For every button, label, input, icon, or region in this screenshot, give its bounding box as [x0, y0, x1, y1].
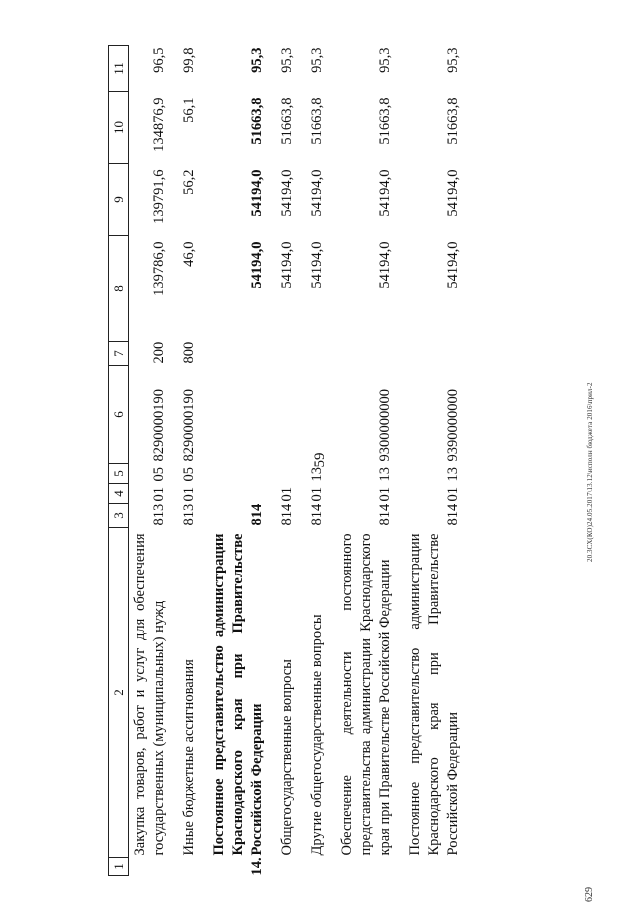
executed-amount-cell: 51663,8: [279, 97, 295, 145]
row-name-cell: Постоянное представительство администрации Краснодарского края при Правительстве Российской Федерации: [211, 533, 265, 856]
execution-percent-cell: 95,3: [377, 47, 393, 73]
target-article-cell: 9300000000: [377, 389, 393, 462]
expense-type-cell: [404, 342, 472, 366]
execution-percent-cell: 95,3: [309, 47, 325, 73]
section-code-cell: 01: [377, 487, 393, 502]
section-code-cell: 01: [181, 487, 197, 502]
row-name-cell: Другие общегосударственные вопросы: [309, 614, 325, 856]
executed-amount-cell: 51663,8: [309, 97, 325, 145]
section-code-cell: 01: [309, 487, 325, 502]
header-col-6: 6: [109, 366, 129, 464]
execution-percent-cell: 95,3: [249, 47, 265, 73]
subsection-code-cell: 13: [445, 467, 461, 482]
header-col-8: 8: [109, 236, 129, 342]
execution-percent-cell: 95,3: [279, 47, 295, 73]
expense-type-cell: 800: [181, 341, 197, 364]
grbs-code-cell: 814: [249, 503, 265, 526]
header-col-10: 10: [109, 92, 129, 164]
table-row: [404, 46, 472, 876]
table-row: [276, 46, 306, 876]
row-index-cell: [336, 858, 404, 876]
expense-type-cell: 200: [151, 341, 167, 364]
grbs-code-cell: 814: [377, 503, 393, 526]
approved-amount-cell: 54194,0: [309, 241, 325, 289]
target-article-cell: [276, 366, 306, 464]
row-name-cell: Общегосударственные вопросы: [279, 659, 295, 856]
row-name-cell: Постоянное представительство администрации Краснодарского края при Правительстве Российской Федерации: [407, 533, 461, 856]
refined-amount-cell: 54194,0: [249, 169, 265, 217]
approved-amount-cell: 139786,0: [151, 241, 167, 296]
execution-percent-cell: 99,8: [181, 47, 197, 73]
target-article-cell: [208, 366, 276, 464]
row-name-cell: Закупка товаров, работ и услуг для обеспечения государственных (муниципальных) нужд: [132, 533, 167, 856]
target-article-cell: 9390000000: [445, 389, 461, 462]
refined-amount-cell: 54194,0: [279, 169, 295, 217]
refined-amount-cell: 54194,0: [377, 169, 393, 217]
column-number-header-row: [109, 46, 129, 876]
refined-amount-cell: 54194,0: [445, 169, 461, 217]
row-index-cell: [178, 858, 208, 876]
approved-amount-cell: 54194,0: [377, 241, 393, 289]
page-number: 59: [312, 452, 328, 468]
subsection-code-cell: 13: [377, 467, 393, 482]
header-col-9: 9: [109, 164, 129, 236]
corner-page-mark: 629: [584, 887, 595, 902]
executed-amount-cell: 51663,8: [249, 97, 265, 145]
table-row: [208, 46, 276, 876]
executed-amount-cell: 56,1: [181, 97, 197, 123]
header-col-1: 1: [109, 858, 129, 876]
approved-amount-cell: 54194,0: [279, 241, 295, 289]
row-index-cell: [276, 858, 306, 876]
subsection-code-cell: [276, 464, 306, 484]
grbs-code-cell: 813: [151, 503, 167, 526]
section-code-cell: 01: [151, 487, 167, 502]
section-code-cell: [208, 484, 276, 504]
row-index-cell: [404, 858, 472, 876]
executed-amount-cell: 51663,8: [445, 97, 461, 145]
expense-type-cell: [276, 342, 306, 366]
table-row: [178, 46, 208, 876]
approved-amount-cell: 54194,0: [249, 241, 265, 289]
header-col-11: 11: [109, 46, 129, 92]
expense-type-cell: [208, 342, 276, 366]
execution-percent-cell: 95,3: [445, 47, 461, 73]
row-index-cell: [306, 858, 336, 876]
section-code-cell: 01: [279, 487, 295, 502]
header-col-5: 5: [109, 464, 129, 484]
expense-type-cell: [306, 342, 336, 366]
subsection-code-cell: [208, 464, 276, 484]
approved-amount-cell: 54194,0: [445, 241, 461, 289]
grbs-code-cell: 814: [279, 503, 295, 526]
subsection-code-cell: 13: [309, 467, 325, 482]
row-index-cell: 14.: [249, 857, 265, 876]
refined-amount-cell: 56,2: [181, 169, 197, 195]
header-col-4: 4: [109, 484, 129, 504]
table-row: [306, 46, 336, 876]
table-body: [129, 46, 473, 876]
grbs-code-cell: 814: [309, 503, 325, 526]
header-col-2: 2: [109, 528, 129, 858]
row-index-cell: [129, 858, 179, 876]
table-row: [129, 46, 179, 876]
executed-amount-cell: 51663,8: [377, 97, 393, 145]
footer-file-path: 20.3СХ(КО)24.05.2017\13.12\исполн бюджета 2016\прил-2: [586, 382, 594, 562]
subsection-code-cell: 05: [151, 467, 167, 482]
table-row: [336, 46, 404, 876]
grbs-code-cell: 813: [181, 503, 197, 526]
execution-percent-cell: 96,5: [151, 47, 167, 73]
row-name-cell: Обеспечение деятельности постоянного представительства администрации Краснодарского края при Правительстве Российской Федерации: [339, 533, 393, 856]
executed-amount-cell: 134876,9: [151, 97, 167, 152]
header-col-7: 7: [109, 342, 129, 366]
rotated-table-container: [108, 46, 588, 876]
target-article-cell: [306, 366, 336, 464]
row-name-cell: Иные бюджетные ассигнования: [181, 659, 197, 856]
approved-amount-cell: 46,0: [181, 241, 197, 267]
refined-amount-cell: 54194,0: [309, 169, 325, 217]
target-article-cell: 8290000190: [181, 389, 197, 462]
grbs-code-cell: 814: [445, 503, 461, 526]
header-col-3: 3: [109, 504, 129, 528]
budget-table: [108, 45, 472, 876]
section-code-cell: 01: [445, 487, 461, 502]
expense-type-cell: [336, 342, 404, 366]
refined-amount-cell: 139791,6: [151, 169, 167, 224]
target-article-cell: 8290000190: [151, 389, 167, 462]
subsection-code-cell: 05: [181, 467, 197, 482]
